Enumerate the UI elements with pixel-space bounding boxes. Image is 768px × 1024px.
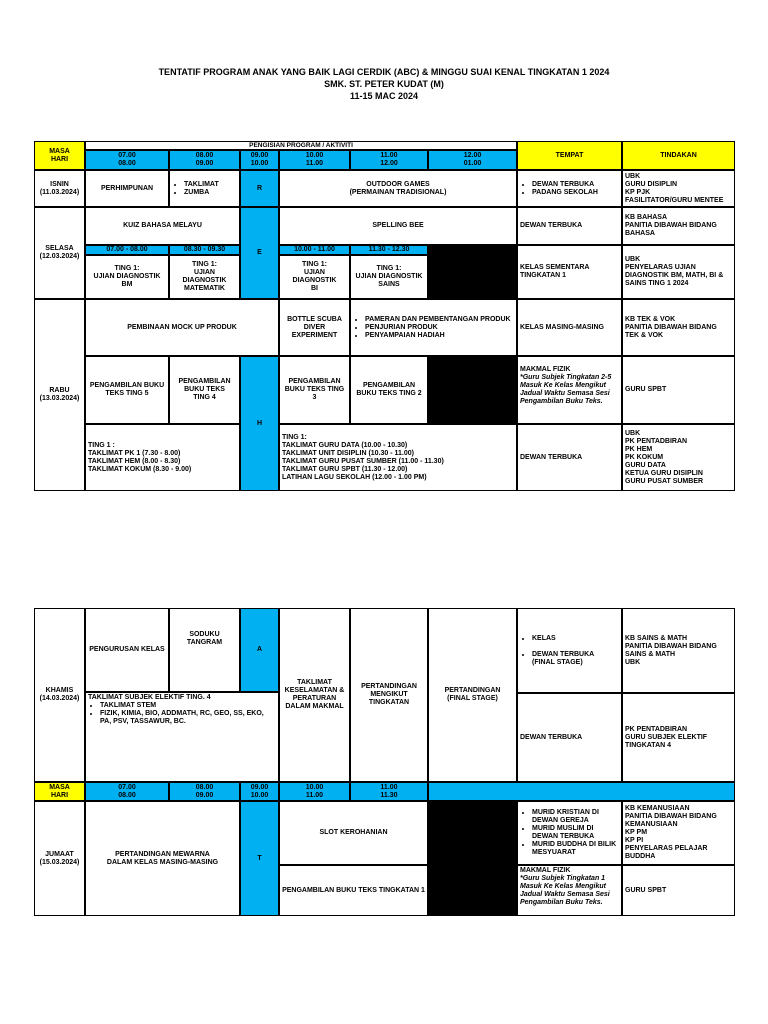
activity-cell: PERTANDINGAN MENGIKUT TINGKATAN xyxy=(350,608,428,782)
time-slot: 08.00 09.00 xyxy=(169,782,240,801)
list-item: • PAMERAN DAN PEMBENTANGAN PRODUK xyxy=(365,316,511,324)
activity-cell xyxy=(85,692,279,782)
tempat-cell: DEWAN TERBUKA xyxy=(517,424,622,491)
time-slot: 07.00 08.00 xyxy=(85,782,169,801)
rehat-letter: E xyxy=(240,207,279,299)
activity-cell: TING 1: UJIAN DIAGNOSTIK SAINS xyxy=(350,255,428,299)
rehat-letter: R xyxy=(240,170,279,207)
list-item: • PENYAMPAIAN HADIAH xyxy=(365,332,511,340)
activity-cell: TING 1: TAKLIMAT GURU DATA (10.00 - 10.30) TAKLIMAT UNIT DISIPLIN (10.30 - 11.00) TAKLIMAT GURU PUSAT SUMBER (11.00 - 11.30) TAKLIMAT GURU SPBT (11.30 - 12.00) LATIHAN LAGU SEKOLAH (12.00 - 1.00 PM) xyxy=(279,424,517,491)
activity-cell xyxy=(350,299,517,356)
tindakan-cell: GURU SPBT xyxy=(622,865,735,916)
tempat-header: TEMPAT xyxy=(517,141,622,170)
makmal-label: MAKMAL FIZIK xyxy=(520,366,571,373)
tempat-cell: DEWAN TERBUKA xyxy=(517,693,622,782)
activity-cell: PENGURUSAN KELAS xyxy=(85,608,169,692)
tempat-cell xyxy=(517,170,622,207)
pengisian-header: PENGISIAN PROGRAM / AKTIVITI xyxy=(85,141,517,150)
tindakan-cell: GURU SPBT xyxy=(622,356,735,424)
makmal-note: *Guru Subjek Tingkatan 2-5 Masuk Ke Kelas Mengikut Jadual Waktu Semasa Sesi Pengambilan Buku Teks. xyxy=(520,374,612,405)
activity-cell: TING 1: UJIAN DIAGNOSTIK BM xyxy=(85,255,169,299)
blocked-cell xyxy=(428,801,517,916)
tempat-cell: DEWAN TERBUKA xyxy=(517,207,622,245)
list-item: • TAKLIMAT xyxy=(184,181,219,189)
day-selasa: SELASA (12.03.2024) xyxy=(34,207,85,299)
tindakan-header: TINDAKAN xyxy=(622,141,735,170)
time-slot: 08.00 09.00 xyxy=(169,150,240,170)
time-slot-filler xyxy=(428,782,735,801)
list-item: • ZUMBA xyxy=(184,189,219,197)
time-slot: 08.30 - 09.30 xyxy=(169,245,240,255)
activity-cell: TING 1: UJIAN DIAGNOSTIK BI xyxy=(279,255,350,299)
tempat-cell: KELAS SEMENTARA TINGKATAN 1 xyxy=(517,245,622,299)
blocked-cell xyxy=(428,356,517,424)
list-item: • PADANG SEKOLAH xyxy=(532,189,598,197)
makmal-label: MAKMAL FIZIK xyxy=(520,867,571,874)
time-slot: 10.00 - 11.00 xyxy=(279,245,350,255)
tempat-cell xyxy=(517,356,622,424)
time-slot: 10.00 11.00 xyxy=(279,782,350,801)
list-item: • PENJURIAN PRODUK xyxy=(365,324,511,332)
rehat-letter: T xyxy=(240,801,279,916)
activity-cell: SPELLING BEE xyxy=(279,207,517,245)
day-jumaat: JUMAAT (15.03.2024) xyxy=(34,801,85,916)
tempat-cell xyxy=(517,865,622,916)
elektif-title: TAKLIMAT SUBJEK ELEKTIF TING. 4 xyxy=(88,694,211,701)
day-khamis: KHAMIS (14.03.2024) xyxy=(34,608,85,782)
activity-cell: PEMBINAAN MOCK UP PRODUK xyxy=(85,299,279,356)
school-name: SMK. ST. PETER KUDAT (M) xyxy=(324,79,444,89)
list-item: • MURID BUDDHA DI BILIK MESYUARAT xyxy=(532,841,619,857)
activity-cell: PERTANDINGAN (FINAL STAGE) xyxy=(428,608,517,782)
list-item: • MURID MUSLIM DI DEWAN TERBUKA xyxy=(532,825,619,841)
activity-cell: PENGAMBILAN BUKU TEKS TING 4 xyxy=(169,356,240,424)
time-slot: 07.00 - 08.00 xyxy=(85,245,169,255)
time-slot: 07.00 08.00 xyxy=(85,150,169,170)
list-item: • TAKLIMAT STEM xyxy=(100,702,276,710)
activity-cell: TING 1: UJIAN DIAGNOSTIK MATEMATIK xyxy=(169,255,240,299)
masa-hari-header: MASA HARI xyxy=(34,782,85,801)
activity-cell: PERTANDINGAN MEWARNA DALAM KELAS MASING-MASING xyxy=(85,801,240,916)
activity-cell xyxy=(169,170,240,207)
time-slot: 10.00 11.00 xyxy=(279,150,350,170)
rehat-letter: A xyxy=(240,608,279,692)
activity-cell: PENGAMBILAN BUKU TEKS TING 5 xyxy=(85,356,169,424)
activity-cell: SODUKU TANGRAM xyxy=(169,608,240,692)
activity-cell: SLOT KEROHANIAN xyxy=(279,801,428,865)
list-item: • FIZIK, KIMIA, BIO, ADDMATH, RC, GEO, SS, EKO, PA, PSV, TASSAWUR, BC. xyxy=(100,710,276,726)
blocked-cell xyxy=(428,245,517,299)
masa-hari-header: MASA HARI xyxy=(34,141,85,170)
activity-cell: TAKLIMAT KESELAMATAN & PERATURAN DALAM MAKMAL xyxy=(279,608,350,782)
day-rabu: RABU (13.03.2024) xyxy=(34,299,85,491)
tempat-cell xyxy=(517,608,622,693)
rehat-letter: H xyxy=(240,356,279,491)
tindakan-cell: UBK PK PENTADBIRAN PK HEM PK KOKUM GURU DATA KETUA GURU DISIPLIN GURU PUSAT SUMBER xyxy=(622,424,735,491)
tempat-cell xyxy=(517,801,622,865)
activity-cell: TING 1 : TAKLIMAT PK 1 (7.30 - 8.00) TAKLIMAT HEM (8.00 - 8.30) TAKLIMAT KOKUM (8.30 - 9.00) xyxy=(85,424,240,491)
makmal-note: *Guru Subjek Tingkatan 1 Masuk Ke Kelas Mengikut Jadual Waktu Semasa Sesi Pengambilan Buku Teks. xyxy=(520,875,610,906)
tindakan-cell: KB KEMANUSIAAN PANITIA DIBAWAH BIDANG KEMANUSIAAN KP PM KP PI PENYELARAS PELAJAR BUDDHA xyxy=(622,801,735,865)
list-item: • DEWAN TERBUKA xyxy=(532,181,598,189)
tindakan-cell: PK PENTADBIRAN GURU SUBJEK ELEKTIF TINGKATAN 4 xyxy=(622,693,735,782)
time-slot: 09.00 10.00 xyxy=(240,150,279,170)
time-slot: 11.00 11.30 xyxy=(350,782,428,801)
activity-cell: KUIZ BAHASA MELAYU xyxy=(85,207,240,245)
time-slot: 09.00 10.00 xyxy=(240,782,279,801)
tindakan-cell: KB SAINS & MATH PANITIA DIBAWAH BIDANG SAINS & MATH UBK xyxy=(622,608,735,693)
list-item: • MURID KRISTIAN DI DEWAN GEREJA xyxy=(532,809,619,825)
activity-cell: OUTDOOR GAMES (PERMAINAN TRADISIONAL) xyxy=(279,170,517,207)
list-item: • KELAS xyxy=(532,635,594,643)
date-range: 11-15 MAC 2024 xyxy=(349,91,419,101)
activity-cell: PENGAMBILAN BUKU TEKS TING 3 xyxy=(279,356,350,424)
list-item: • DEWAN TERBUKA (FINAL STAGE) xyxy=(532,651,594,667)
time-slot: 11.00 12.00 xyxy=(350,150,428,170)
activity-cell: PERHIMPUNAN xyxy=(85,170,169,207)
tindakan-cell: UBK PENYELARAS UJIAN DIAGNOSTIK BM, MATH, BI & SAINS TING 1 2024 xyxy=(622,245,735,299)
tempat-cell: KELAS MASING-MASING xyxy=(517,299,622,356)
tindakan-cell: KB BAHASA PANITIA DIBAWAH BIDANG BAHASA xyxy=(622,207,735,245)
day-isnin: ISNIN (11.03.2024) xyxy=(34,170,85,207)
activity-cell: BOTTLE SCUBA DIVER EXPERIMENT xyxy=(279,299,350,356)
document-title: TENTATIF PROGRAM ANAK YANG BAIK LAGI CERDIK (ABC) & MINGGU SUAI KENAL TINGKATAN 1 2024 xyxy=(158,67,610,77)
activity-cell: PENGAMBILAN BUKU TEKS TING 2 xyxy=(350,356,428,424)
activity-cell: PENGAMBILAN BUKU TEKS TINGKATAN 1 xyxy=(279,865,428,916)
tindakan-cell: UBK GURU DISIPLIN KP PJK FASILITATOR/GURU MENTEE xyxy=(622,170,735,207)
tindakan-cell: KB TEK & VOK PANITIA DIBAWAH BIDANG TEK & VOK xyxy=(622,299,735,356)
time-slot: 12.00 01.00 xyxy=(428,150,517,170)
time-slot: 11.30 - 12.30 xyxy=(350,245,428,255)
